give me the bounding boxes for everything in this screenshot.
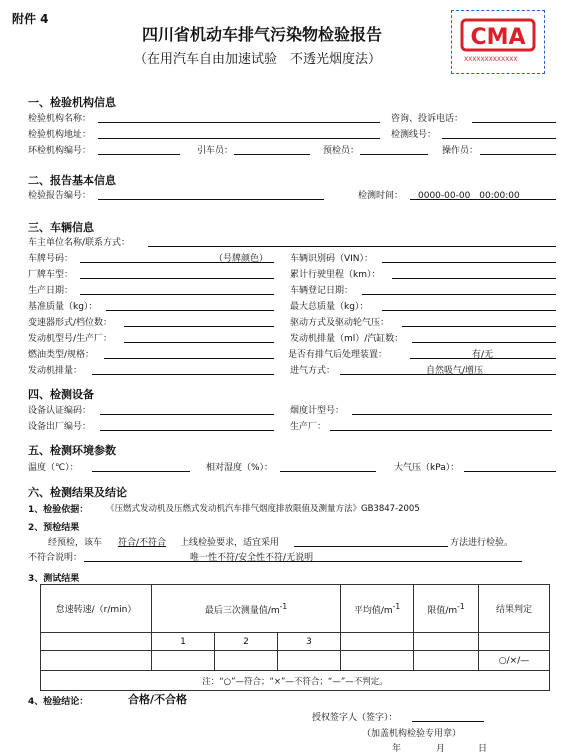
org-name-label: 检验机构名称： bbox=[28, 114, 92, 124]
model-label: 厂牌车型： bbox=[28, 270, 74, 280]
engine-model-field[interactable] bbox=[124, 342, 274, 343]
month-label: 月 bbox=[436, 744, 446, 754]
operator-label: 操作员： bbox=[442, 146, 479, 156]
pre-inspector-label: 预检员： bbox=[323, 146, 360, 156]
line-no-label: 检测线号： bbox=[391, 130, 437, 140]
result-table bbox=[40, 584, 550, 691]
transmission-label: 变速器形式/档位数： bbox=[28, 318, 113, 328]
transmission-field[interactable] bbox=[124, 326, 274, 327]
max-mass-field[interactable] bbox=[382, 310, 556, 311]
fuel-label: 燃油类型/规格： bbox=[28, 350, 95, 360]
env-org-no-field[interactable] bbox=[98, 154, 180, 155]
section-equipment-title: 四、检测设备 bbox=[28, 388, 94, 401]
limit-cell[interactable] bbox=[414, 633, 479, 651]
limit-value-cell[interactable] bbox=[414, 651, 479, 671]
complaint-phone-label: 咨询、投诉电话： bbox=[391, 114, 464, 124]
nonconform-value: 唯一性不符/安全性不符/无说明 bbox=[190, 553, 314, 563]
pressure-field[interactable] bbox=[464, 471, 556, 472]
operator-field[interactable] bbox=[480, 154, 556, 155]
owner-field[interactable] bbox=[148, 246, 556, 247]
drive-label: 驱动方式及驱动轮气压： bbox=[290, 318, 390, 328]
sub-col-3: 3 bbox=[278, 633, 341, 651]
factory-no-field[interactable] bbox=[100, 430, 274, 431]
col-avg-header: 平均值$/m^{-1}$ bbox=[341, 585, 414, 633]
cma-logo-icon bbox=[452, 11, 544, 73]
env-org-no-label: 环检机构编号： bbox=[28, 146, 92, 156]
plate-label: 车牌号码： bbox=[28, 254, 74, 264]
avg-value-cell[interactable] bbox=[341, 651, 414, 671]
section-org-title: 一、检验机构信息 bbox=[28, 96, 116, 109]
plate-color-label: （号牌颜色） bbox=[214, 254, 269, 264]
year-label: 年 bbox=[392, 744, 402, 754]
speed-value-cell[interactable] bbox=[41, 651, 152, 671]
section-env-title: 五、检测环境参数 bbox=[28, 444, 116, 457]
base-mass-field[interactable] bbox=[106, 310, 274, 311]
judge-cell[interactable] bbox=[479, 633, 550, 651]
mileage-label: 累计行驶里程（km）： bbox=[290, 270, 381, 280]
engine-power-field[interactable] bbox=[92, 374, 274, 375]
prod-date-field[interactable] bbox=[80, 294, 274, 295]
pre-check-text-a: 经预检，该车 bbox=[48, 538, 103, 548]
value-1-cell[interactable] bbox=[152, 651, 215, 671]
report-title: 四川省机动车排气污染物检验报告 bbox=[142, 25, 383, 44]
smoke-model-field[interactable] bbox=[352, 414, 552, 415]
nonconform-label: 不符合说明： bbox=[28, 553, 83, 563]
pre-check-conform[interactable]: 符合/不符合 bbox=[118, 538, 167, 548]
signer-label: 授权签字人（签字）： bbox=[312, 713, 398, 723]
section-report-title: 二、报告基本信息 bbox=[28, 174, 116, 187]
pre-check-text-c: 上线检验要求，适宜采用 bbox=[180, 538, 280, 548]
section-result-title: 六、检测结果及结论 bbox=[28, 486, 127, 499]
judge-value-cell[interactable]: ○/×/— bbox=[479, 651, 550, 671]
conclusion-value[interactable]: 合格/不合格 bbox=[128, 693, 188, 706]
svg-text:CMA: CMA bbox=[470, 25, 526, 50]
pre-inspector-field[interactable] bbox=[360, 154, 428, 155]
org-address-label: 检验机构地址： bbox=[28, 130, 92, 140]
mileage-field[interactable] bbox=[392, 278, 556, 279]
engine-model-label: 发动机型号/生产厂： bbox=[28, 334, 113, 344]
model-field[interactable] bbox=[80, 278, 274, 279]
seal-note: （加盖机构检验专用章） bbox=[362, 729, 462, 739]
test-time-value: 0000-00-00 00:00:00 bbox=[418, 191, 520, 201]
maker-field[interactable] bbox=[330, 430, 552, 431]
base-mass-label: 基准质量（kg）： bbox=[28, 302, 98, 312]
report-no-field[interactable] bbox=[98, 199, 324, 200]
guide-label: 引车员： bbox=[197, 146, 234, 156]
temp-field[interactable] bbox=[92, 471, 190, 472]
signature-field[interactable] bbox=[412, 721, 484, 722]
day-label: 日 bbox=[478, 744, 488, 754]
reg-date-label: 车辆登记日期： bbox=[290, 286, 354, 296]
line-no-field[interactable] bbox=[442, 138, 556, 139]
humidity-field[interactable] bbox=[280, 471, 376, 472]
stamp-code: XXXXXXXXXXXXX bbox=[464, 56, 518, 63]
aftertreat-label: 是否有排气后处理装置： bbox=[288, 350, 388, 360]
temp-label: 温度（℃）： bbox=[28, 463, 79, 473]
conclusion-label: 4、检验结论： bbox=[28, 697, 89, 707]
cma-stamp bbox=[451, 10, 545, 74]
method-field[interactable] bbox=[294, 546, 448, 547]
prod-date-label: 生产日期： bbox=[28, 286, 74, 296]
max-mass-label: 最大总质量（kg）： bbox=[290, 302, 369, 312]
intake-value: 自然吸气/增压 bbox=[426, 366, 484, 376]
displacement-label: 发动机排量（ml）/汽缸数： bbox=[290, 334, 404, 344]
report-no-label: 检验报告编号： bbox=[28, 191, 92, 201]
factory-no-label: 设备出厂编号： bbox=[28, 422, 92, 432]
fuel-field[interactable] bbox=[104, 358, 274, 359]
org-address-field[interactable] bbox=[98, 138, 380, 139]
pressure-label: 大气压（kPa）： bbox=[394, 463, 460, 473]
table-note: 注：“○”—符合；“×”—不符合；“—”—不判定。 bbox=[41, 671, 550, 691]
humidity-label: 相对湿度（%）： bbox=[206, 463, 274, 473]
basis-text: 《压燃式发动机及压燃式发动机汽车排气烟度排放限值及测量方法》GB3847-2005 bbox=[106, 504, 420, 514]
org-name-field[interactable] bbox=[98, 122, 380, 123]
cert-no-field[interactable] bbox=[100, 414, 274, 415]
pre-check-label: 2、预检结果 bbox=[28, 523, 80, 533]
cert-no-label: 设备认证编码： bbox=[28, 406, 92, 416]
vin-label: 车辆识别码（VIN）： bbox=[290, 254, 374, 264]
test-time-label: 检测时间： bbox=[358, 191, 404, 201]
avg-cell[interactable] bbox=[341, 633, 414, 651]
col-limit-header: 限值$/m^{-1}$ bbox=[414, 585, 479, 633]
intake-label: 进气方式： bbox=[290, 366, 336, 376]
engine-power-label: 发动机排量： bbox=[28, 366, 83, 376]
guide-field[interactable] bbox=[234, 154, 310, 155]
section-vehicle-title: 三、车辆信息 bbox=[28, 221, 94, 234]
value-3-cell[interactable] bbox=[278, 651, 341, 671]
aftertreat-value: 有/无 bbox=[472, 350, 494, 360]
vin-field[interactable] bbox=[382, 262, 556, 263]
sub-col-2: 2 bbox=[215, 633, 278, 651]
value-2-cell[interactable] bbox=[215, 651, 278, 671]
attachment-label: 附件 4 bbox=[12, 12, 49, 26]
displacement-field[interactable] bbox=[412, 342, 556, 343]
col-speed-header: 怠速转速/（r/min） bbox=[41, 585, 152, 633]
speed-cell[interactable] bbox=[41, 633, 152, 651]
complaint-phone-field[interactable] bbox=[472, 122, 556, 123]
col-last3-header: 最后三次测量值$/m^{-1}$ bbox=[152, 585, 341, 633]
test-result-label: 3、测试结果 bbox=[28, 574, 80, 584]
report-subtitle: （在用汽车自由加速试验 不透光烟度法） bbox=[134, 52, 382, 67]
sub-col-1: 1 bbox=[152, 633, 215, 651]
owner-label: 车主单位名称/联系方式： bbox=[28, 238, 131, 248]
col-judge-header: 结果判定 bbox=[479, 585, 550, 633]
smoke-model-label: 烟度计型号： bbox=[290, 406, 345, 416]
pre-check-text-d: 方法进行检验。 bbox=[450, 538, 514, 548]
basis-label: 1、检验依据： bbox=[28, 505, 89, 515]
reg-date-field[interactable] bbox=[362, 294, 556, 295]
maker-label: 生产厂： bbox=[290, 422, 327, 432]
drive-field[interactable] bbox=[402, 326, 556, 327]
